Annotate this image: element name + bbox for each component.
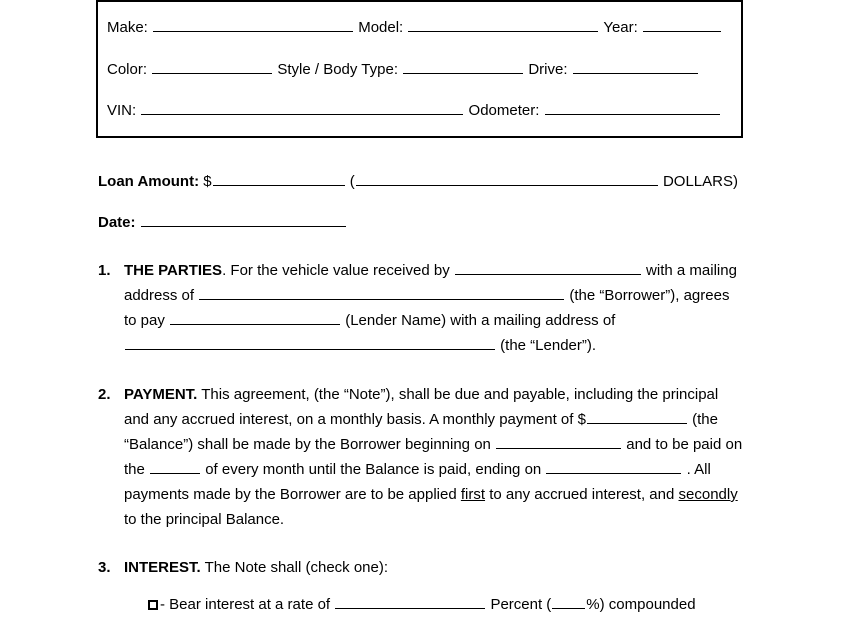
date-input[interactable]	[141, 213, 346, 227]
clause-1-heading: THE PARTIES	[124, 262, 223, 279]
clause-1-text-2: with a mailing	[646, 262, 737, 279]
clause-3-heading: INTEREST.	[124, 559, 201, 576]
clause-2-text-5: and to be paid	[626, 436, 722, 453]
clause-3-body	[124, 555, 743, 580]
clause-2-text-3: (the	[692, 411, 718, 428]
monthly-payment-input[interactable]	[587, 410, 687, 424]
clause-1-body	[124, 258, 743, 358]
day-of-month-input[interactable]	[150, 460, 200, 474]
drive-label: Drive:	[528, 61, 568, 78]
lender-address-input[interactable]	[125, 336, 495, 350]
make-input[interactable]	[153, 18, 353, 32]
clause-2-text-1: This agreement, (the “Note”), shall be due and payable, including the principal	[201, 386, 719, 403]
clause-2-text-8: . All	[686, 461, 711, 478]
clause-2-text-6: on the	[124, 436, 743, 478]
clause-2-text-11: to any accrued interest, and	[489, 486, 675, 503]
lender-name-input[interactable]	[170, 311, 340, 325]
style-body-type-label: Style / Body Type:	[277, 61, 398, 78]
clause-1-number: 1.	[98, 262, 111, 279]
open-paren: (	[349, 173, 355, 190]
ending-date-input[interactable]	[546, 460, 681, 474]
year-label: Year:	[603, 19, 638, 36]
model-label: Model:	[358, 19, 404, 36]
color-input[interactable]	[152, 60, 272, 74]
currency-symbol: $	[203, 173, 212, 190]
interest-option-text-3: %) compounded	[586, 596, 696, 613]
vehicle-row-make-model-year	[107, 18, 737, 37]
clause-2-number: 2.	[98, 386, 111, 403]
date-line	[98, 213, 347, 232]
borrower-address-input[interactable]	[199, 286, 564, 300]
borrower-name-input[interactable]	[455, 261, 641, 275]
clause-1-text-7: (the “Lender”).	[500, 337, 597, 354]
clause-2-text-7: of every month until the Balance is paid, ending on	[205, 461, 542, 478]
clause-1-text-5: agrees to pay	[124, 287, 730, 329]
clause-2-emphasis-secondly: secondly	[678, 486, 738, 503]
clause-the-parties	[98, 258, 743, 358]
vehicle-row-vin-odometer	[107, 101, 737, 120]
model-input[interactable]	[408, 18, 598, 32]
checkbox-icon[interactable]	[148, 600, 158, 610]
interest-rate-input[interactable]	[335, 595, 485, 609]
style-body-type-input[interactable]	[403, 60, 523, 74]
clause-3-text-1: The Note shall (check one):	[204, 559, 389, 576]
loan-amount-line	[98, 172, 738, 191]
interest-option-text-1: - Bear interest at a rate of	[160, 596, 331, 613]
interest-percent-input[interactable]	[552, 595, 585, 609]
clause-interest	[98, 555, 743, 580]
vin-label: VIN:	[107, 102, 137, 119]
clause-2-text-2: and any accrued interest, on a monthly basis. A monthly payment of $	[124, 411, 586, 428]
clause-1-text-1: For the vehicle value received by	[230, 262, 450, 279]
clause-3-number: 3.	[98, 559, 111, 576]
clause-1-text-4: (the “Borrower”),	[569, 287, 680, 304]
loan-amount-words-input[interactable]	[356, 172, 658, 186]
dollars-label: DOLLARS)	[662, 173, 738, 190]
clause-2-heading: PAYMENT.	[124, 386, 198, 403]
odometer-input[interactable]	[545, 101, 720, 115]
loan-amount-label: Loan Amount:	[98, 173, 200, 190]
clause-1-text-6: (Lender Name) with a mailing address of	[345, 312, 616, 329]
clause-1-text-3: address of	[124, 287, 195, 304]
clause-2-text-4: “Balance”) shall be made by the Borrower beginning on	[124, 436, 491, 453]
year-input[interactable]	[643, 18, 721, 32]
clause-2-text-9: payments made by the Borrower are to be applied	[124, 486, 457, 503]
interest-option-bear-interest[interactable]	[148, 593, 696, 617]
color-label: Color:	[107, 61, 148, 78]
vin-input[interactable]	[141, 101, 463, 115]
loan-amount-input[interactable]	[213, 172, 345, 186]
drive-input[interactable]	[573, 60, 698, 74]
clause-2-body	[124, 382, 743, 532]
clause-1-heading-period: .	[222, 262, 227, 279]
beginning-date-input[interactable]	[496, 435, 621, 449]
interest-option-text-2: Percent (	[490, 596, 552, 613]
odometer-label: Odometer:	[468, 102, 540, 119]
date-label: Date:	[98, 214, 136, 231]
make-label: Make:	[107, 19, 148, 36]
vehicle-details-box	[96, 0, 743, 138]
clause-2-text-13: to the principal Balance.	[124, 511, 285, 528]
vehicle-details-divider	[98, 0, 741, 2]
clause-payment	[98, 382, 743, 532]
vehicle-row-color-style-drive	[107, 60, 737, 79]
clause-2-emphasis-first: first	[460, 486, 486, 503]
